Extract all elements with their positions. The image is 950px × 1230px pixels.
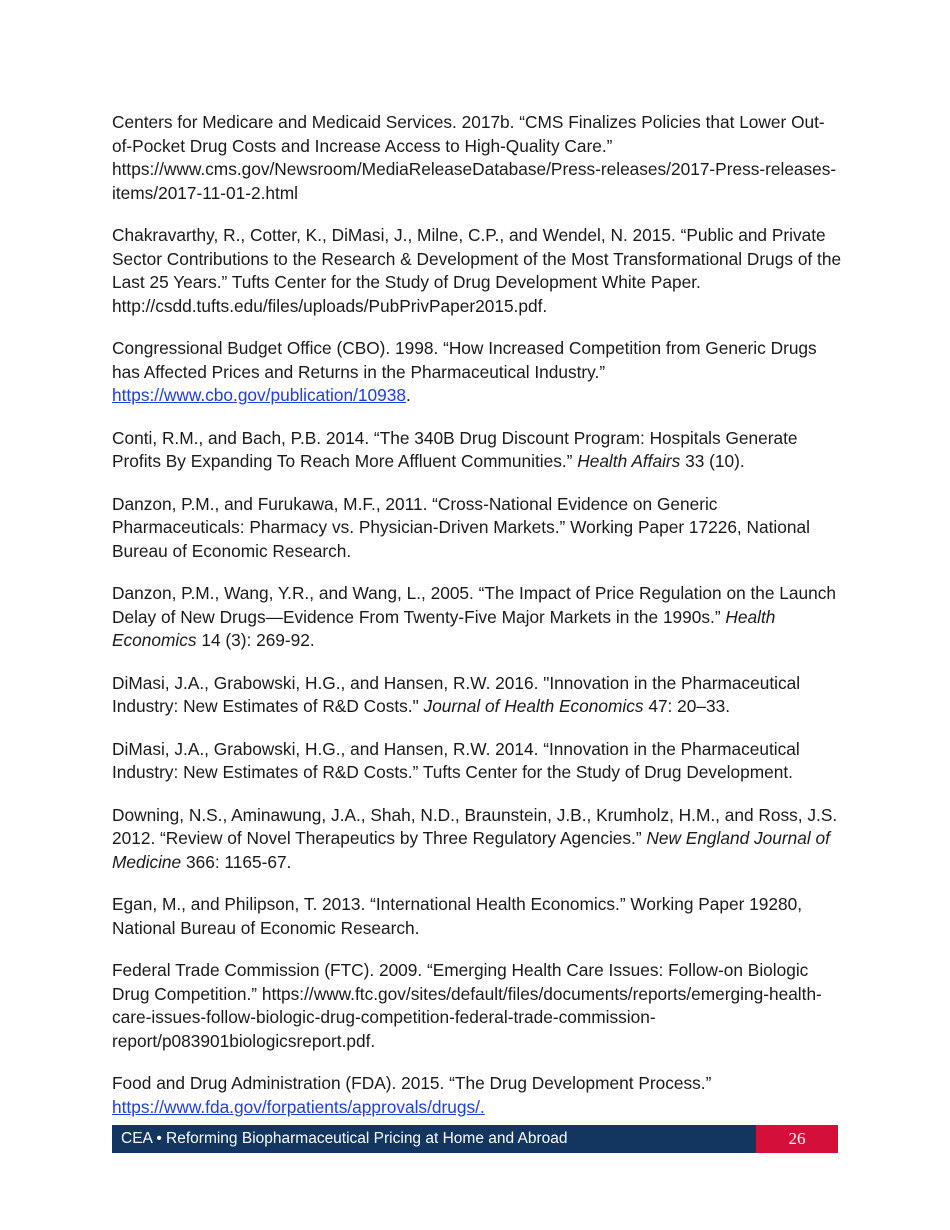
reference-chakravarthy-2015 (112, 224, 842, 318)
reference-trailing-text: . (405, 385, 411, 405)
reference-text: Food and Drug Administration (FDA). 2015. “The Drug Development Process.” (112, 1073, 712, 1093)
reference-text: Egan, M., and Philipson, T. 2013. “International Health Economics.” Working Paper 19280, National Bureau of Economic Research. (112, 894, 803, 938)
reference-ftc-2009 (112, 959, 842, 1053)
journal-title: New England Journal of Medicine (112, 828, 830, 872)
reference-trailing-text: 47: 20–33. (648, 696, 731, 716)
reference-egan-2013 (112, 893, 842, 940)
reference-trailing-text: 33 (10). (685, 451, 745, 471)
reference-cms-2017b (112, 111, 842, 205)
reference-dimasi-2014 (112, 738, 842, 785)
reference-danzon-2011 (112, 493, 842, 564)
reference-text: Chakravarthy, R., Cotter, K., DiMasi, J., Milne, C.P., and Wendel, N. 2015. “Public and Private Sector Contributions to the Research & Development of the Most Transformational Drugs of the Last 25 Years.” Tufts Center for the Study of Drug Development White Paper. http://csdd.tufts.edu/files/uploads/PubPrivPaper2015.pdf. (112, 225, 842, 316)
journal-title: Journal of Health Economics (423, 696, 644, 716)
page-footer (112, 1125, 838, 1153)
reference-conti-2014 (112, 427, 842, 474)
reference-text: Conti, R.M., and Bach, P.B. 2014. “The 340B Drug Discount Program: Hospitals Generate Profits By Expanding To Reach More Affluent Communities.” (112, 427, 798, 471)
reference-text: DiMasi, J.A., Grabowski, H.G., and Hansen, R.W. 2016. "Innovation in the Pharmaceutical Industry: New Estimates of R&D Costs." (112, 672, 801, 716)
reference-cbo-1998 (112, 337, 842, 408)
reference-trailing-text: 366: 1165-67. (185, 851, 292, 872)
reference-trailing-text: 14 (3): 269-92. (201, 630, 315, 650)
reference-text: Danzon, P.M., and Furukawa, M.F., 2011. “Cross-National Evidence on Generic Pharmaceuticals: Pharmacy vs. Physician-Driven Markets.” Working Paper 17226, National Bureau of Economic Research. (112, 493, 810, 561)
journal-title: Health Economics (112, 606, 776, 650)
journal-title: Health Affairs (577, 451, 681, 471)
page-number: 26 (756, 1125, 838, 1153)
footer-title: CEA • Reforming Biopharmaceutical Pricing at Home and Abroad (112, 1125, 756, 1153)
reference-text: Congressional Budget Office (CBO). 1998. “How Increased Competition from Generic Drugs has Affected Prices and Returns in the Pharmaceutical Industry.” (112, 338, 817, 382)
fda-drugs-link[interactable]: https://www.fda.gov/forpatients/approvals/drugs/. (112, 1096, 485, 1117)
reference-dimasi-2016 (112, 672, 842, 719)
cbo-publication-link[interactable]: https://www.cbo.gov/publication/10938 (112, 385, 406, 405)
reference-text: Federal Trade Commission (FTC). 2009. “Emerging Health Care Issues: Follow-on Biologic Drug Competition.” https://www.ftc.gov/sites/default/files/documents/reports/emerging-health-care-issues-follow-biologic-drug-competition-federal-trade-commission-report/p083901biologicsreport.pdf. (112, 960, 822, 1051)
reference-text: Centers for Medicare and Medicaid Services. 2017b. “CMS Finalizes Policies that Lower Out-of-Pocket Drug Costs and Increase Access to High-Quality Care.” https://www.cms.gov/Newsroom/MediaReleaseDatabase/Press-releases/2017-Press-releases-items/2017-11-01-2.html (112, 112, 837, 203)
reference-danzon-2005 (112, 582, 842, 653)
reference-text: DiMasi, J.A., Grabowski, H.G., and Hansen, R.W. 2014. “Innovation in the Pharmaceutical Industry: New Estimates of R&D Costs.” Tufts Center for the Study of Drug Development. (112, 738, 800, 782)
reference-fda-2015 (112, 1072, 842, 1119)
reference-list (112, 111, 842, 1138)
reference-downing-2012 (112, 804, 842, 875)
reference-text: Downing, N.S., Aminawung, J.A., Shah, N.D., Braunstein, J.B., Krumholz, H.M., and Ross, J.S. 2012. “Review of Novel Therapeutics by Three Regulatory Agencies.” (112, 804, 838, 848)
reference-text: Danzon, P.M., Wang, Y.R., and Wang, L., 2005. “The Impact of Price Regulation on the Launch Delay of New Drugs—Evidence From Twenty-Five Major Markets in the 1990s.” (112, 583, 836, 627)
